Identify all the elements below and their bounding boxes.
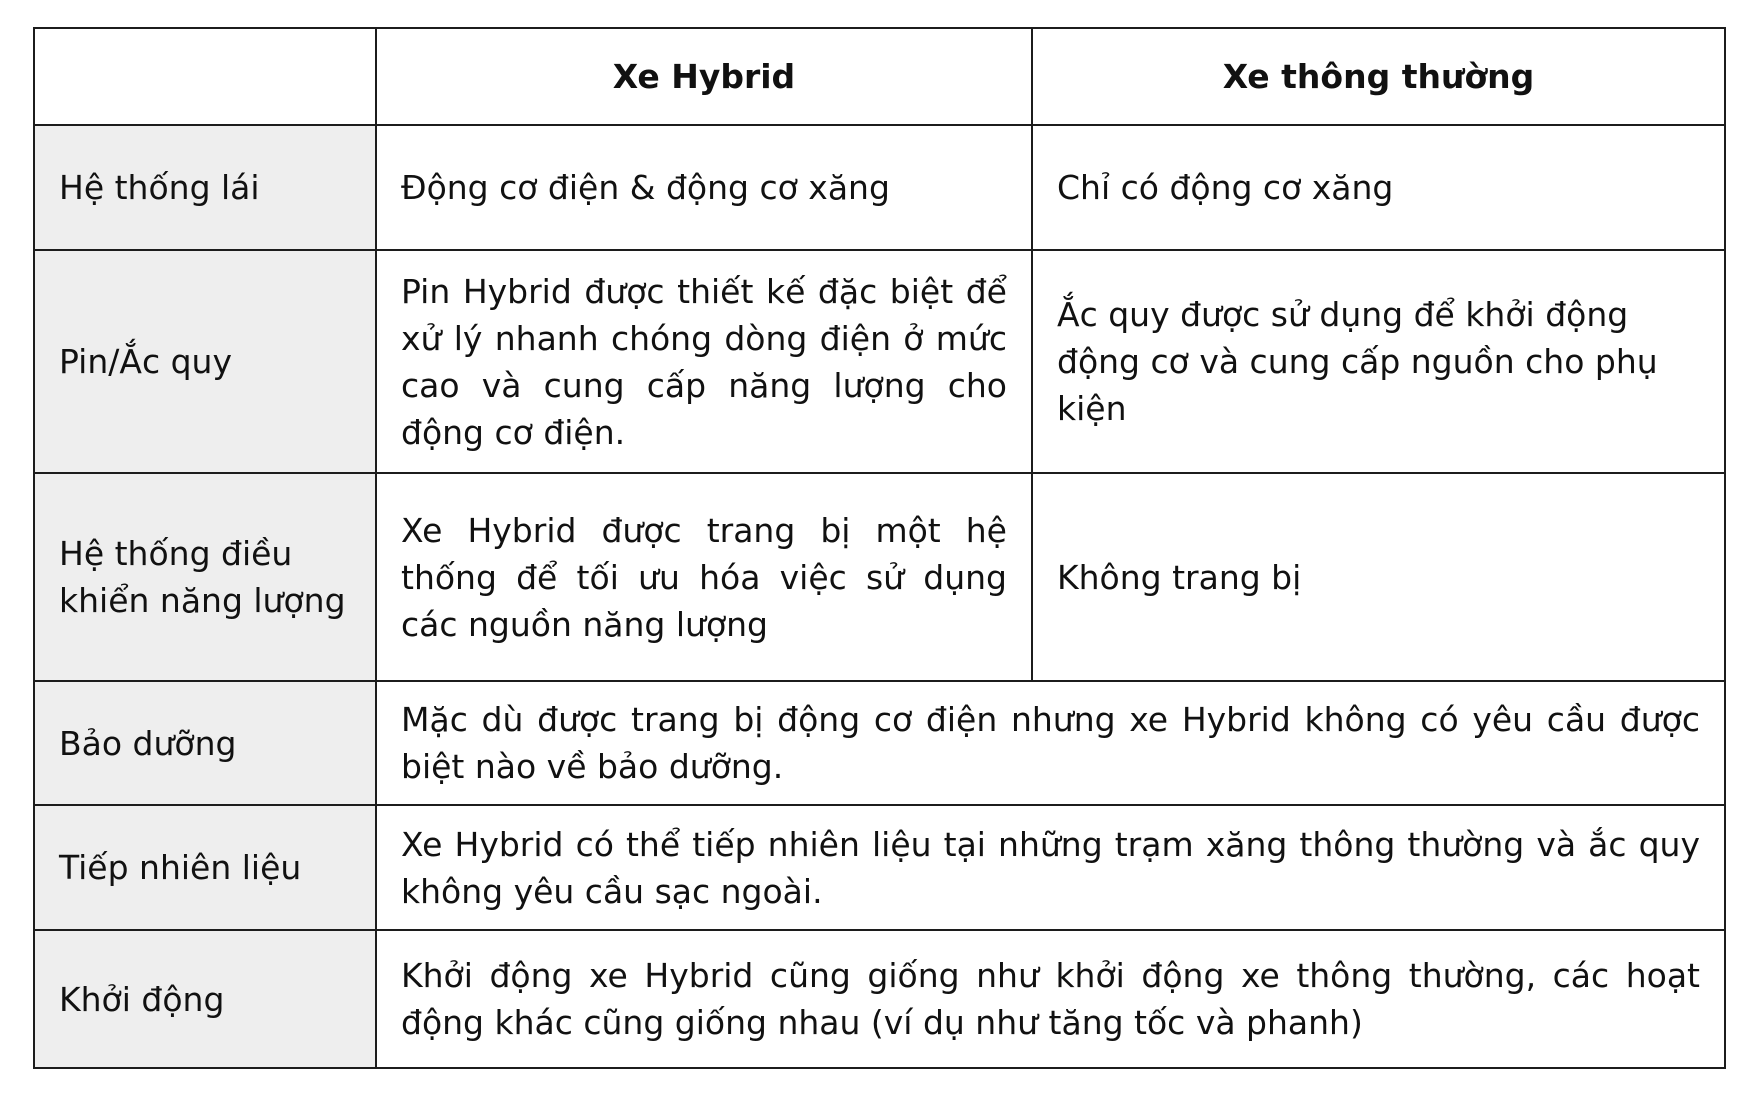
table-row [34, 125, 1725, 250]
table-row [34, 681, 1725, 805]
cell-hybrid-steering: Động cơ điện & động cơ xăng [376, 125, 1032, 250]
cell-conventional-steering: Chỉ có động cơ xăng [1032, 125, 1725, 250]
table-row [34, 473, 1725, 681]
cell-hybrid-energy-control: Xe Hybrid được trang bị một hệ thống để tối ưu hóa việc sử dụng các nguồn năng lượng [376, 473, 1032, 681]
row-label-refueling: Tiếp nhiên liệu [34, 805, 376, 930]
comparison-table [33, 27, 1726, 1069]
cell-conventional-battery: Ắc quy được sử dụng để khởi động động cơ và cung cấp nguồn cho phụ kiện [1032, 250, 1725, 473]
row-label-battery: Pin/Ắc quy [34, 250, 376, 473]
cell-hybrid-battery: Pin Hybrid được thiết kế đặc biệt để xử lý nhanh chóng dòng điện ở mức cao và cung cấp năng lượng cho động cơ điện. [376, 250, 1032, 473]
cell-merged-maintenance: Mặc dù được trang bị động cơ điện nhưng xe Hybrid không có yêu cầu được biệt nào về bảo dưỡng. [376, 681, 1725, 805]
row-label-startup: Khởi động [34, 930, 376, 1068]
table-row [34, 805, 1725, 930]
header-conventional: Xe thông thường [1032, 28, 1725, 125]
header-hybrid: Xe Hybrid [376, 28, 1032, 125]
cell-merged-refueling: Xe Hybrid có thể tiếp nhiên liệu tại những trạm xăng thông thường và ắc quy không yêu cầu sạc ngoài. [376, 805, 1725, 930]
header-row [34, 28, 1725, 125]
table-row [34, 930, 1725, 1068]
header-empty-cell [34, 28, 376, 125]
table-row [34, 250, 1725, 473]
row-label-maintenance: Bảo dưỡng [34, 681, 376, 805]
comparison-table-container [33, 27, 1724, 1069]
row-label-steering: Hệ thống lái [34, 125, 376, 250]
cell-merged-startup: Khởi động xe Hybrid cũng giống như khởi động xe thông thường, các hoạt động khác cũng giống nhau (ví dụ như tăng tốc và phanh) [376, 930, 1725, 1068]
row-label-energy-control: Hệ thống điều khiển năng lượng [34, 473, 376, 681]
cell-conventional-energy-control: Không trang bị [1032, 473, 1725, 681]
